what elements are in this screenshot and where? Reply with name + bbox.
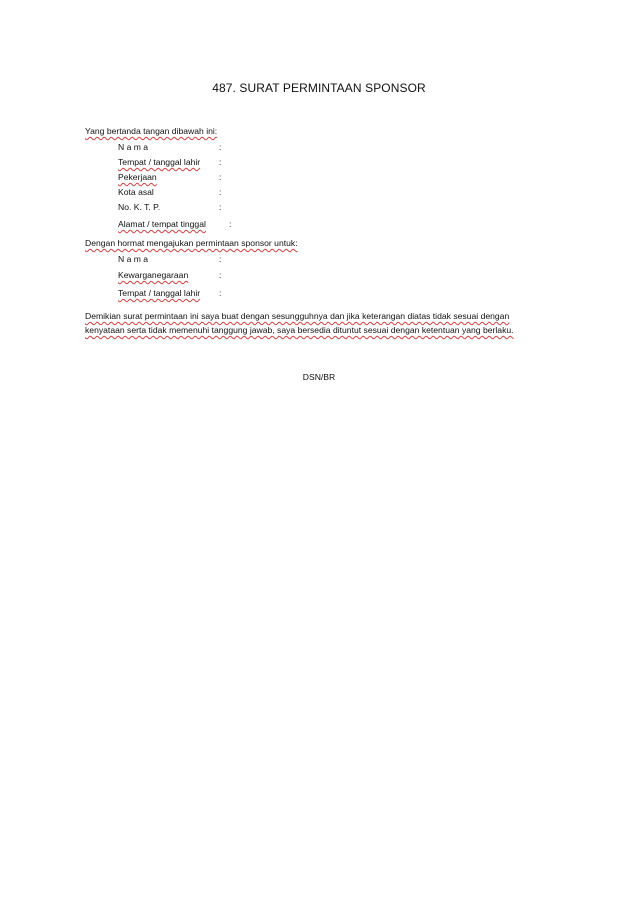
intro-text: Yang bertanda tangan dibawah ini: [85, 126, 218, 136]
field-colon: : [219, 202, 222, 212]
field-colon: : [219, 187, 222, 197]
closing-paragraph-line-2: kenyataan serta tidak memenuhi tanggung jawab, saya bersedia dituntut sesuai dengan ketentuan yang berlaku. [85, 325, 514, 335]
field-label-tempat-tanggal-lahir: Tempat / tanggal lahir [118, 157, 201, 167]
signature-code: DSN/BR [302, 372, 336, 382]
field-label-nama-2: N a m a [118, 254, 149, 264]
field-label-no-ktp: No. K. T. P. [118, 202, 161, 212]
field-colon: : [219, 288, 222, 298]
field-label-kewarganegaraan: Kewarganegaraan [118, 270, 189, 280]
page-title: 487. SURAT PERMINTAAN SPONSOR [212, 81, 426, 95]
field-colon: : [219, 142, 222, 152]
field-label-tempat-tanggal-lahir-2: Tempat / tanggal lahir [118, 288, 201, 298]
field-colon: : [219, 172, 222, 182]
field-colon: : [219, 270, 222, 280]
field-colon: : [229, 219, 232, 229]
field-label-kota-asal: Kota asal [118, 187, 154, 197]
field-colon: : [219, 157, 222, 167]
request-text: Dengan hormat mengajukan permintaan sponsor untuk: [85, 238, 298, 248]
field-colon: : [219, 254, 222, 264]
field-label-nama: N a m a [118, 142, 149, 152]
field-label-alamat: Alamat / tempat tinggal [118, 219, 206, 229]
field-label-pekerjaan: Pekerjaan [118, 172, 157, 182]
closing-paragraph-line-1: Demikian surat permintaan ini saya buat dengan sesungguhnya dan jika keterangan diatas tidak sesuai dengan [85, 311, 510, 321]
